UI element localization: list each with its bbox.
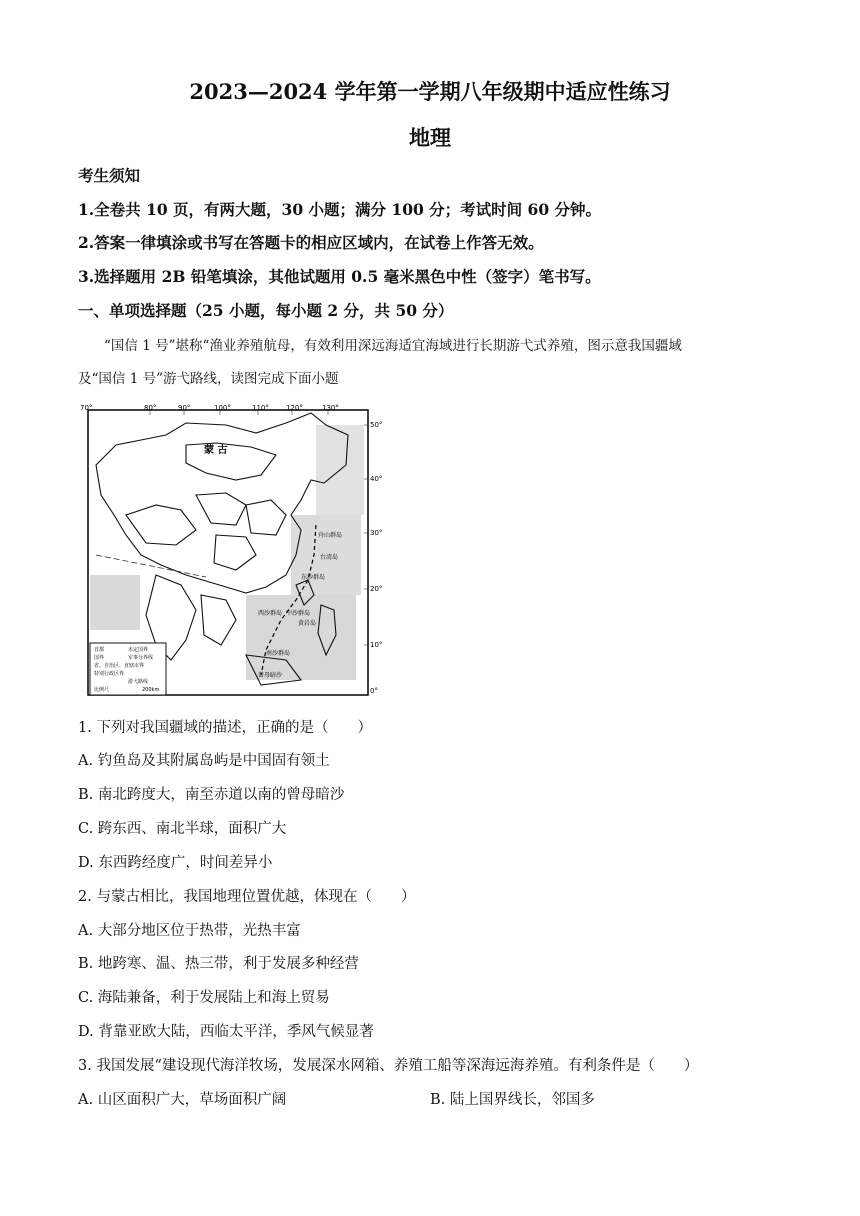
intro-line-2: 及“国信 1 号”游弋路线，读图完成下面小题 xyxy=(78,371,339,387)
notice-item-2: 2.答案一律填涂或书写在答题卡的相应区域内，在试卷上作答无效。 xyxy=(78,233,544,252)
q1-option-d: D. 东西跨经度广，时间差异小 xyxy=(78,855,273,871)
label-nansha: 南沙群岛 xyxy=(266,650,291,657)
q2-option-b: B. 地跨寒、温、热三带，利于发展多种经营 xyxy=(78,956,359,972)
lon-label-120: 120° xyxy=(286,404,303,412)
map-svg xyxy=(80,404,386,698)
lon-label-130: 130° xyxy=(322,404,339,412)
lat-label-0: 0° xyxy=(370,687,378,695)
label-taiwan: 台湾岛 xyxy=(320,554,339,561)
label-dongsha: 东沙群岛 xyxy=(301,574,326,581)
label-zengmu: 曾母暗沙 xyxy=(258,672,283,679)
intro-line-1: “国信 1 号”堪称“渔业养殖航母，有效利用深远海适宜海域进行长期游弋式养殖，图示意我国疆域 xyxy=(104,338,682,354)
q1-stem: 1. 下列对我国疆域的描述，正确的是（ ） xyxy=(78,720,372,736)
legend-sar: 特别行政区界 xyxy=(94,671,125,677)
q2-option-c: C. 海陆兼备，利于发展陆上和海上贸易 xyxy=(78,990,330,1006)
q2-option-d: D. 背靠亚欧大陆，西临太平洋，季风气候显著 xyxy=(78,1024,374,1040)
label-zhongsha: 中沙群岛 xyxy=(286,610,311,617)
notice-heading: 考生须知 xyxy=(78,166,141,185)
label-huangyan: 黄岩岛 xyxy=(298,620,317,627)
lat-label-30: 30° xyxy=(370,529,383,537)
q2-stem: 2. 与蒙古相比，我国地理位置优越，体现在（ ） xyxy=(78,889,416,905)
lat-label-20: 20° xyxy=(370,585,383,593)
lat-label-50: 50° xyxy=(370,421,383,429)
label-zhoushan: 舟山群岛 xyxy=(318,532,343,539)
legend-scale-value: 200km xyxy=(142,687,160,693)
china-territory-map xyxy=(80,404,386,698)
q1-option-b: B. 南北跨度大，南至赤道以南的曾母暗沙 xyxy=(78,787,345,803)
section-heading: 一、单项选择题（25 小题，每小题 2 分，共 50 分） xyxy=(78,301,454,320)
legend-capital: 首都 xyxy=(94,647,105,653)
label-xisha: 西沙群岛 xyxy=(258,610,283,617)
lon-label-80: 80° xyxy=(144,404,157,412)
q3-option-b: B. 陆上国界线长，邻国多 xyxy=(430,1092,595,1108)
legend-scale: 比例尺 xyxy=(94,687,110,693)
lon-label-110: 110° xyxy=(252,404,269,412)
notice-item-1: 1.全卷共 10 页，有两大题，30 小题；满分 100 分；考试时间 60 分钟。 xyxy=(78,200,602,219)
lon-label-100: 100° xyxy=(214,404,231,412)
legend-military: 军事分界线 xyxy=(128,655,154,661)
q2-option-a: A. 大部分地区位于热带，光热丰富 xyxy=(78,923,301,939)
lon-label-70: 70° xyxy=(80,404,93,412)
notice-item-3: 3.选择题用 2B 铅笔填涂，其他试题用 0.5 毫米黑色中性（签字）笔书写。 xyxy=(78,267,601,286)
legend-province: 省、自治区、直辖市界 xyxy=(94,663,145,669)
label-mongolia: 蒙 古 xyxy=(204,445,228,456)
map-legend xyxy=(90,643,166,695)
exam-title: 2023—2024 学年第一学期八年级期中适应性练习 xyxy=(189,79,671,104)
q3-option-a: A. 山区面积广大，草场面积广阔 xyxy=(78,1092,287,1108)
q1-option-c: C. 跨东西、南北半球，面积广大 xyxy=(78,821,287,837)
lat-label-40: 40° xyxy=(370,475,383,483)
lat-label-10: 10° xyxy=(370,641,383,649)
lon-label-90: 90° xyxy=(178,404,191,412)
q1-option-a: A. 钓鱼岛及其附属岛屿是中国固有领土 xyxy=(78,753,330,769)
legend-border: 国界 xyxy=(94,655,105,661)
q3-stem: 3. 我国发展“建设现代海洋牧场，发展深水网箱、养殖工船等深海远海养殖。有利条件是（ ） xyxy=(78,1058,699,1074)
legend-route: 游弋路线 xyxy=(128,679,149,685)
legend-undetermined: 未定国界 xyxy=(128,647,149,653)
subject-title: 地理 xyxy=(409,125,451,150)
